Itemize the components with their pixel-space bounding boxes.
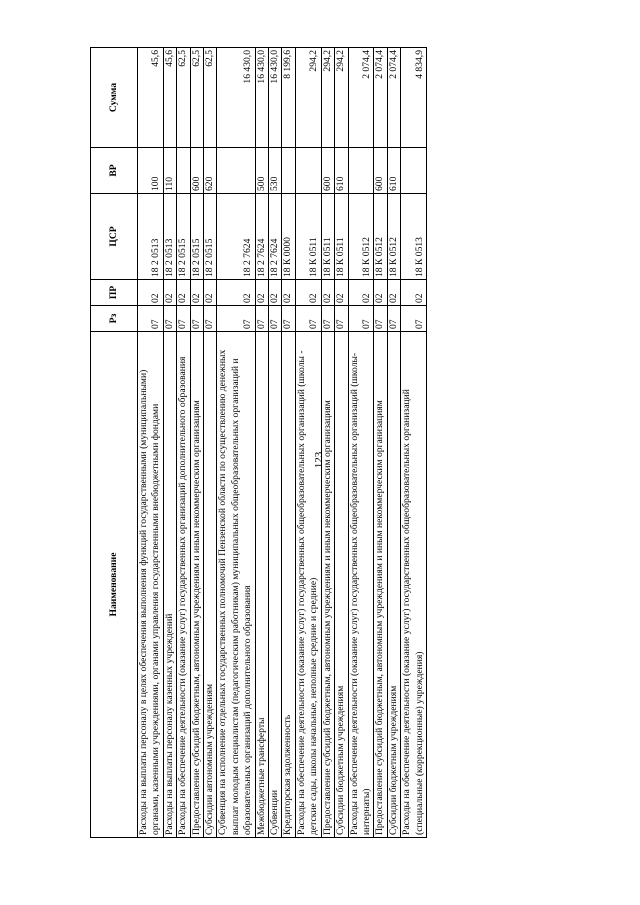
cell-csr: 18 2 7624 [269,194,282,280]
cell-pr: 02 [177,280,190,306]
cell-pr: 02 [163,280,176,306]
cell-rz: 07 [204,306,217,332]
cell-pr: 02 [295,280,321,306]
cell-rz: 07 [177,306,190,332]
page-number: 123 [313,451,325,469]
cell-sum: 294,2 [295,48,321,148]
cell-sum: 8 199,6 [282,48,295,148]
cell-pr: 02 [204,280,217,306]
header-name: Наименование [91,332,138,838]
table-row [401,48,427,838]
cell-name: Межбюджетные трансферты [255,332,268,838]
cell-csr: 18 К 0513 [401,194,427,280]
cell-csr: 18 К 0511 [335,194,348,280]
cell-sum: 294,2 [335,48,348,148]
cell-rz: 07 [374,306,387,332]
cell-name: Субвенции [269,332,282,838]
cell-name: Предоставление субсидий бюджетным, автономным учреждениям и иным некоммерческим организациям [190,332,203,838]
header-rz: Рз [91,306,138,332]
cell-name: Субвенция на исполнение отдельных государственных полномочий Пензенской области по осуществлению денежных выплат молодым специалистам (педагогическим работникам) муниципальных общеобразовательных организаций и образовательных организаций дополнительного образования [217,332,255,838]
header-csr: ЦСР [91,194,138,280]
cell-csr: 18 2 0515 [177,194,190,280]
cell-name: Расходы на обеспечение деятельности (оказание услуг) государственных общеобразовательных организаций (специальные (коррекционные) учреждения) [401,332,427,838]
rotated-budget-table-container [90,48,560,838]
header-sum: Сумма [91,48,138,148]
table-row [321,48,334,838]
cell-name: Субсидии автономным учреждениям [204,332,217,838]
table-header-row [91,48,138,838]
table-row [348,48,374,838]
cell-csr: 18 К 0511 [295,194,321,280]
cell-rz: 07 [217,306,255,332]
cell-pr: 02 [282,280,295,306]
cell-name: Предоставление субсидий бюджетным, автономным учреждениям и иным некоммерческим организациям [321,332,334,838]
cell-vr: 610 [387,148,400,194]
cell-rz: 07 [401,306,427,332]
cell-csr: 18 К 0511 [321,194,334,280]
cell-vr: 600 [321,148,334,194]
cell-sum: 62,5 [204,48,217,148]
table-row [204,48,217,838]
cell-pr: 02 [255,280,268,306]
cell-csr: 18 К 0000 [282,194,295,280]
cell-vr: 610 [335,148,348,194]
cell-csr: 18 К 0512 [374,194,387,280]
table-row [335,48,348,838]
cell-pr: 02 [321,280,334,306]
cell-rz: 07 [269,306,282,332]
cell-vr [217,148,255,194]
cell-vr [401,148,427,194]
cell-rz: 07 [138,306,164,332]
cell-vr: 620 [204,148,217,194]
cell-rz: 07 [255,306,268,332]
cell-pr: 02 [335,280,348,306]
cell-vr: 600 [190,148,203,194]
cell-vr [177,148,190,194]
cell-sum: 2 074,4 [374,48,387,148]
cell-sum: 45,6 [163,48,176,148]
cell-sum: 16 430,0 [217,48,255,148]
cell-vr: 110 [163,148,176,194]
cell-csr: 18 2 0513 [138,194,164,280]
cell-pr: 02 [374,280,387,306]
cell-name: Расходы на выплаты персоналу казенных учреждений [163,332,176,838]
cell-vr: 100 [138,148,164,194]
cell-sum: 2 074,4 [348,48,374,148]
cell-rz: 07 [282,306,295,332]
table-body [138,48,427,838]
cell-csr: 18 К 0512 [348,194,374,280]
cell-rz: 07 [387,306,400,332]
cell-pr: 02 [401,280,427,306]
cell-pr: 02 [190,280,203,306]
cell-name: Расходы на выплаты персоналу в целях обеспечения выполнения функций государственными (муниципальными) органами, казенными учреждениями, органами управления государственными внебюджетными фондами [138,332,164,838]
cell-vr [282,148,295,194]
cell-sum: 16 430,0 [255,48,268,148]
cell-sum: 45,6 [138,48,164,148]
cell-pr: 02 [269,280,282,306]
cell-csr: 18 2 7624 [217,194,255,280]
cell-vr [295,148,321,194]
cell-sum: 16 430,0 [269,48,282,148]
table-row [163,48,176,838]
cell-name: Кредиторская задолженность [282,332,295,838]
cell-sum: 2 074,4 [387,48,400,148]
table-row [374,48,387,838]
table-row [255,48,268,838]
table-row [295,48,321,838]
cell-rz: 07 [321,306,334,332]
table-row [269,48,282,838]
cell-name: Расходы на обеспечение деятельности (оказание услуг) государственных общеобразовательных организаций (школы - детские сады, школы начальные, неполные средние и средние) [295,332,321,838]
cell-vr [348,148,374,194]
table-row [138,48,164,838]
cell-name: Субсидии бюджетным учреждениям [387,332,400,838]
cell-pr: 02 [348,280,374,306]
cell-rz: 07 [335,306,348,332]
cell-sum: 294,2 [321,48,334,148]
cell-csr: 18 К 0512 [387,194,400,280]
cell-rz: 07 [295,306,321,332]
cell-name: Расходы на обеспечение деятельности (оказание услуг) государственных организаций дополнительного образования [177,332,190,838]
cell-rz: 07 [163,306,176,332]
header-vr: ВР [91,148,138,194]
cell-vr: 600 [374,148,387,194]
cell-pr: 02 [387,280,400,306]
cell-csr: 18 2 0515 [190,194,203,280]
cell-vr: 530 [269,148,282,194]
cell-name: Субсидии бюджетным учреждениям [335,332,348,838]
cell-csr: 18 2 0515 [204,194,217,280]
cell-rz: 07 [190,306,203,332]
cell-sum: 62,5 [190,48,203,148]
cell-csr: 18 2 7624 [255,194,268,280]
table-row [387,48,400,838]
header-pr: ПР [91,280,138,306]
cell-pr: 02 [138,280,164,306]
cell-sum: 4 834,9 [401,48,427,148]
cell-csr: 18 2 0513 [163,194,176,280]
table-row [190,48,203,838]
table-row [177,48,190,838]
cell-sum: 62,5 [177,48,190,148]
budget-table [90,47,427,838]
table-row [282,48,295,838]
cell-pr: 02 [217,280,255,306]
cell-rz: 07 [348,306,374,332]
cell-name: Предоставление субсидий бюджетным, автономным учреждениям и иным некоммерческим организациям [374,332,387,838]
cell-name: Расходы на обеспечение деятельности (оказание услуг) государственных общеобразовательных организаций (школы-интернаты) [348,332,374,838]
cell-vr: 500 [255,148,268,194]
table-row [217,48,255,838]
